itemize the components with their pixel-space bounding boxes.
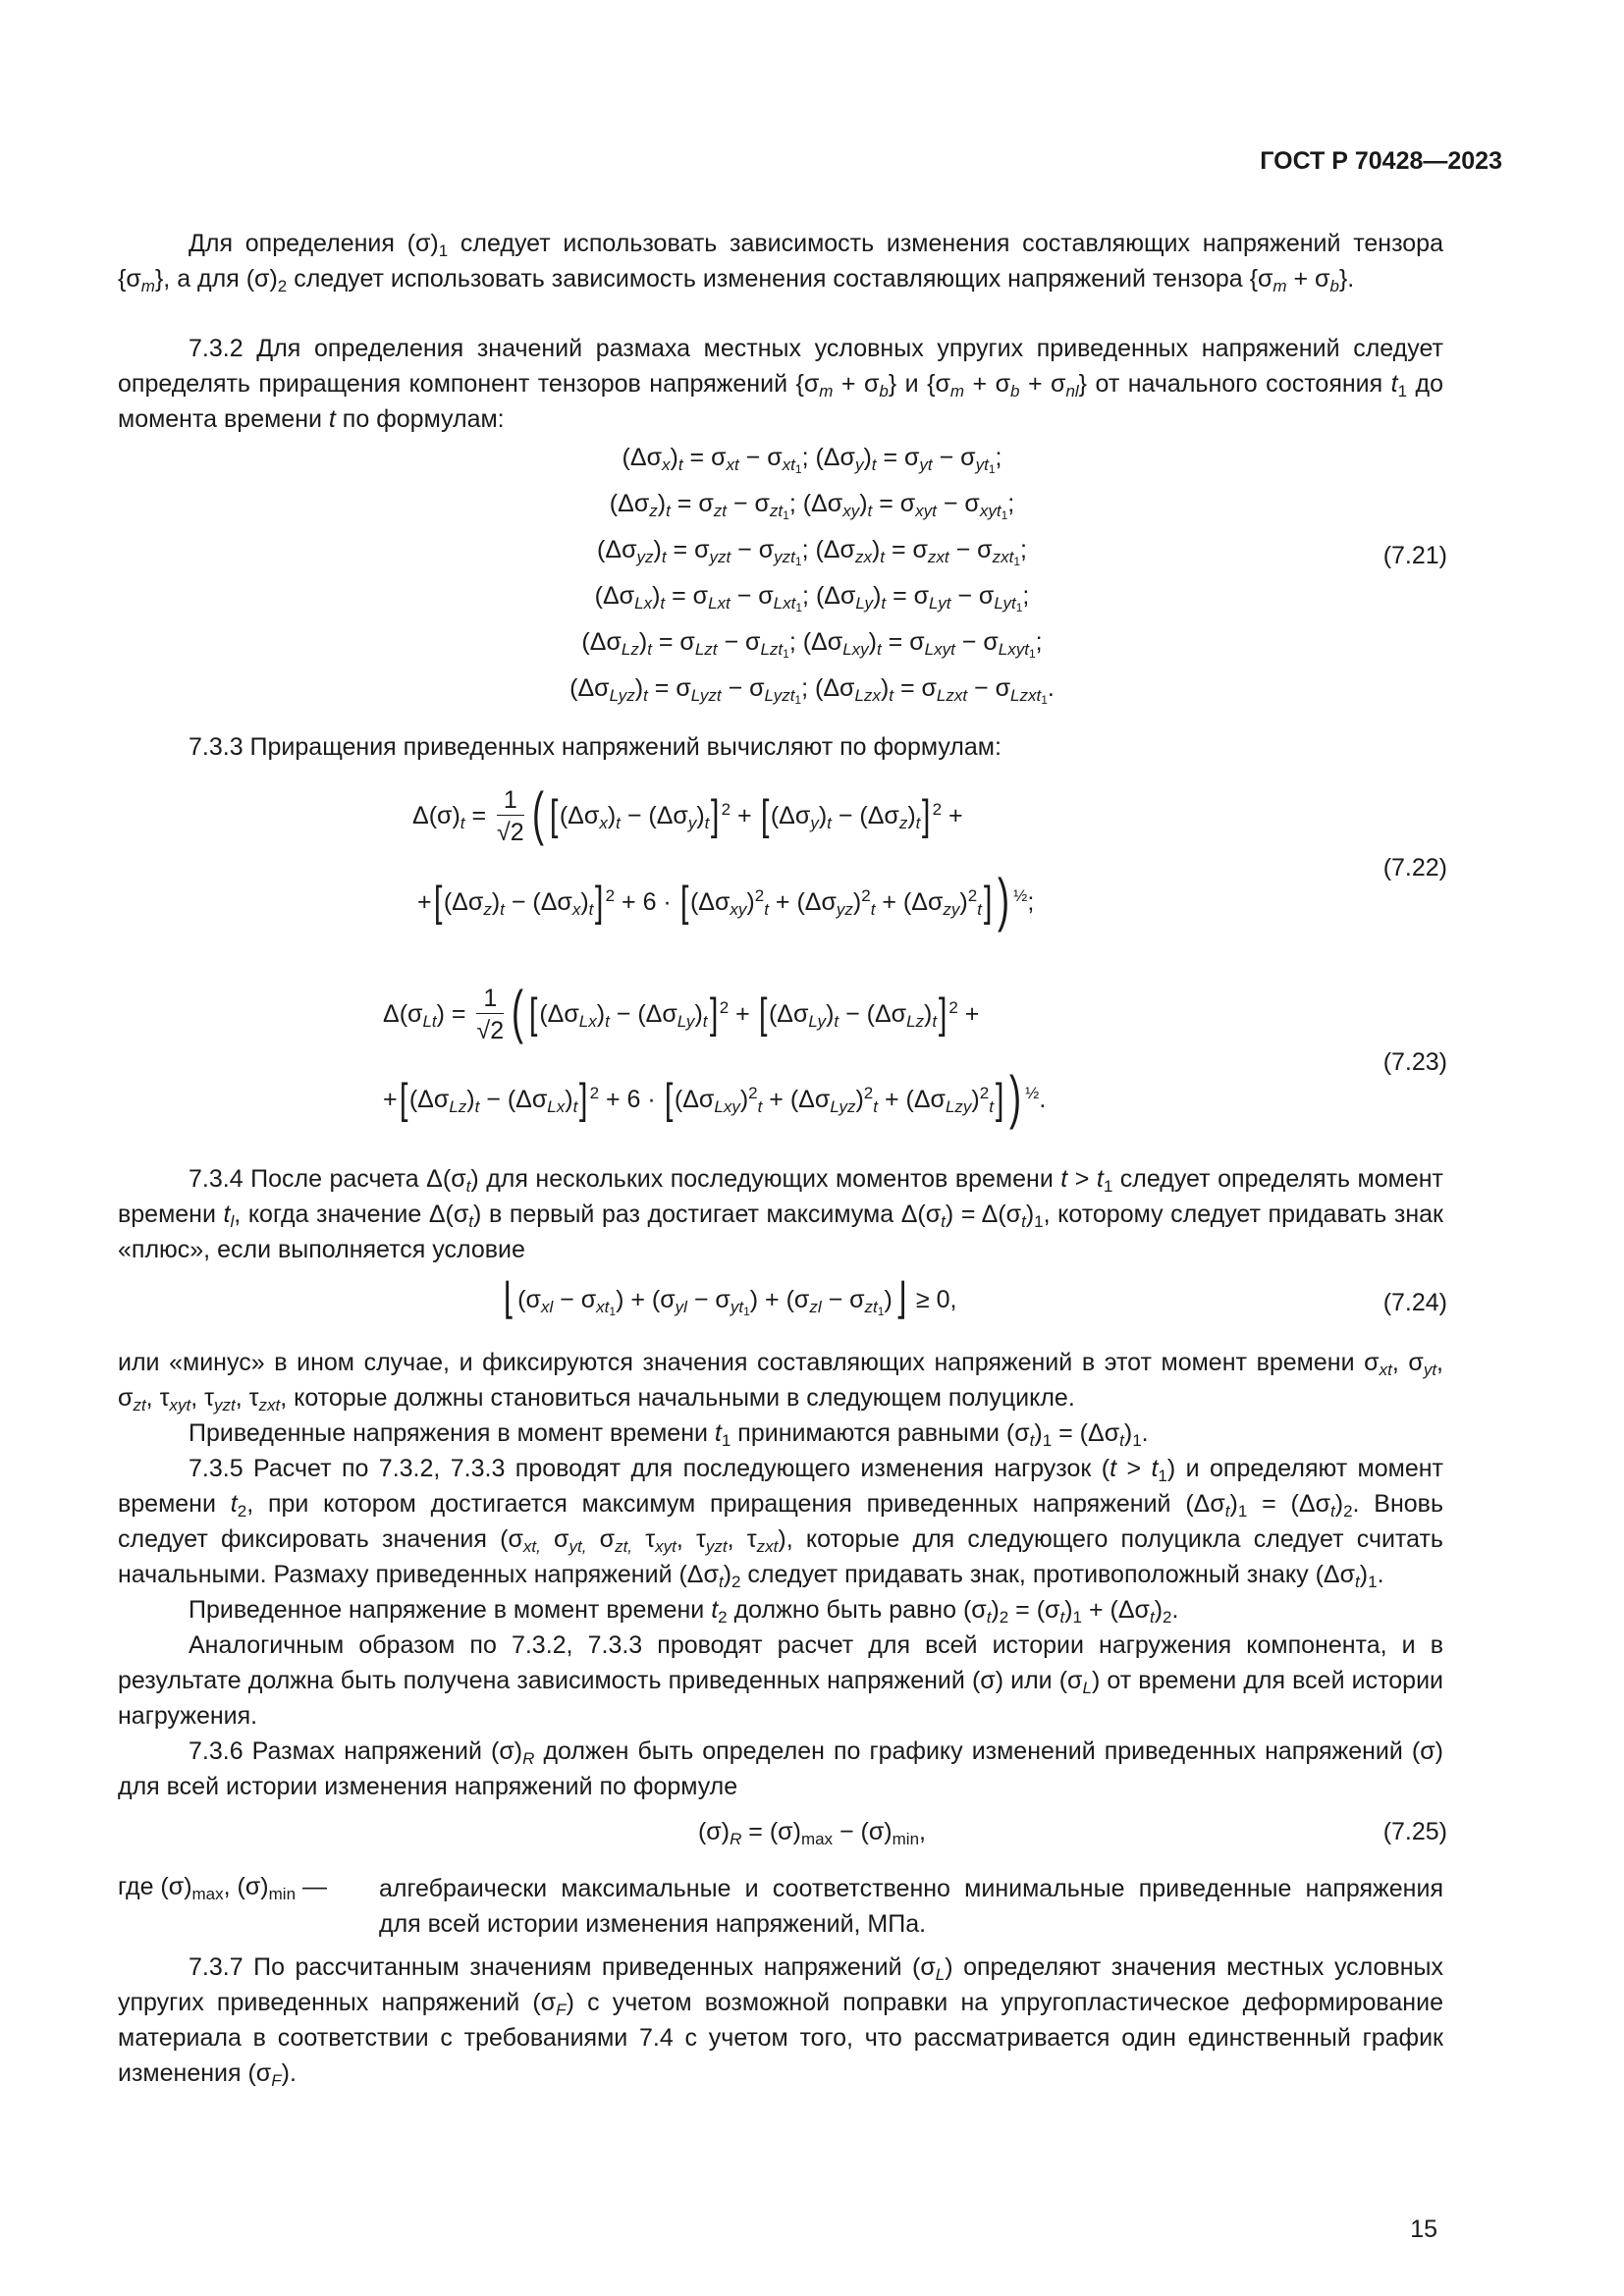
paragraph-7-3-6: 7.3.6 Размах напряжений $(\sigma)_R$ должен быть определен по графику изменений приведенных напряжений (σ) для всей истории изменения напряжений по формуле [118,1737,1443,1800]
paragraph-7-3-7: 7.3.7 По рассчитанным значениям приведенных напряжений $(\sigma_L)$ определяют значения местных условных упругих приведенных напряжений $(\sigma_F)$ с учетом возможной поправки на упругопластическое деформирование материала в соответствии с требованиями 7.4 с учетом того, что рассматривается один единственный график изменения $(\sigma_F)$. [118,1953,1443,2090]
where-term: где $(\sigma)_{max}$, $(\sigma)_{min}$ — [118,1873,327,1903]
paragraph-7-3-5: 7.3.5 Расчет по 7.3.2, 7.3.3 проводят для последующего изменения нагрузок $(t > t_1)$ и определяют момент времени $t_2$, при котором достигается максимум приращения приведенных напряжений $(\Delta\sigma_t)_1 = (\Delta\sigma_t)_2$. Вновь следует фиксировать значения ($\sigma_{xt,}$ $\sigma_{yt,}$ $\sigma_{zt,}$ $\tau_{xyt}$, $\tau_{yzt}$, $\tau_{zxt}$), которые для следующего полуцикла следует считать начальными. Размаху приведенных напряжений $(\Delta\sigma_t)_2$ следует придавать знак, противоположный знаку $(\Delta\sigma_t)_1$. [118,1455,1443,1591]
paragraph-reduced-stress-t2: Приведенное напряжение в момент времени $t_2$ должно быть равно $(\sigma_t)_2 = (\sigma_t)_1 + (\Delta\sigma_t)_2$. [189,1596,1179,1627]
where-description: алгебраически максимальные и соответственно минимальные приведенные напряжения для всей истории изменения напряжений, МПа. [379,1875,1443,1938]
paragraph-analogous: Аналогичным образом по 7.3.2, 7.3.3 проводят расчет для всей истории нагружения компонента, и в результате должна быть получена зависимость приведенных напряжений (σ) или $(\sigma_L)$ от времени для всей истории нагружения. [118,1631,1444,1730]
paragraph-7-3-2: 7.3.2 Для определения значений размаха местных условных упругих приведенных напряжений следует определять приращения компонент тензоров напряжений $\{\sigma_m + \sigma_b\}$ и $\{\sigma_m + \sigma_b + \sigma_{nl}\}$ от начального состояния $t_1$ до момента времени t по формулам: [118,335,1444,433]
paragraph-1: Для определения $(\sigma)_1$ следует использовать зависимость изменения составляющих напряжений тензора $\{\sigma_m\}$, а для $(\sigma)_2$ следует использовать зависимость изменения составляющих напряжений тензора $\{\sigma_m + \sigma_b\}$. [118,230,1443,295]
equation-number: (7.21) [1382,542,1447,569]
paragraph-7-3-3: 7.3.3 Приращения приведенных напряжений вычисляют по формулам: [189,733,1001,761]
equation-number: (7.23) [1382,1048,1447,1076]
equation-number: (7.24) [1382,1289,1447,1316]
document-header: ГОСТ Р 70428—2023 [1260,147,1502,175]
paragraph-continuation: или «минус» в ином случае, и фиксируются значения составляющих напряжений в этот момент времени $\sigma_{xt}$, $\sigma_{yt}$, $\sigma_{zt}$, $\tau_{xyt}$, $\tau_{yzt}$, $\tau_{zxt}$, которые должны становиться начальными в следующем полуцикле. [118,1349,1443,1415]
page-number: 15 [1410,2216,1437,2243]
paragraph-reduced-stress-t1: Приведенные напряжения в момент времени $t_1$ принимаются равными $(\sigma_t)_1 = (\Delta\sigma_t)_1$. [189,1419,1149,1450]
paragraph-7-3-4: 7.3.4 После расчета $\Delta(\sigma_t)$ для нескольких последующих моментов времени $t > t_1$ следует определять момент времени $t_l$, когда значение $\Delta(\sigma_t)$ в первый раз достигает максимума $\Delta(\sigma_t) = \Delta(\sigma_t)_1$, которому следует придавать знак «плюс», если выполняется условие [118,1165,1443,1263]
equation-number: (7.22) [1382,854,1447,881]
equation-number: (7.25) [1382,1818,1447,1845]
